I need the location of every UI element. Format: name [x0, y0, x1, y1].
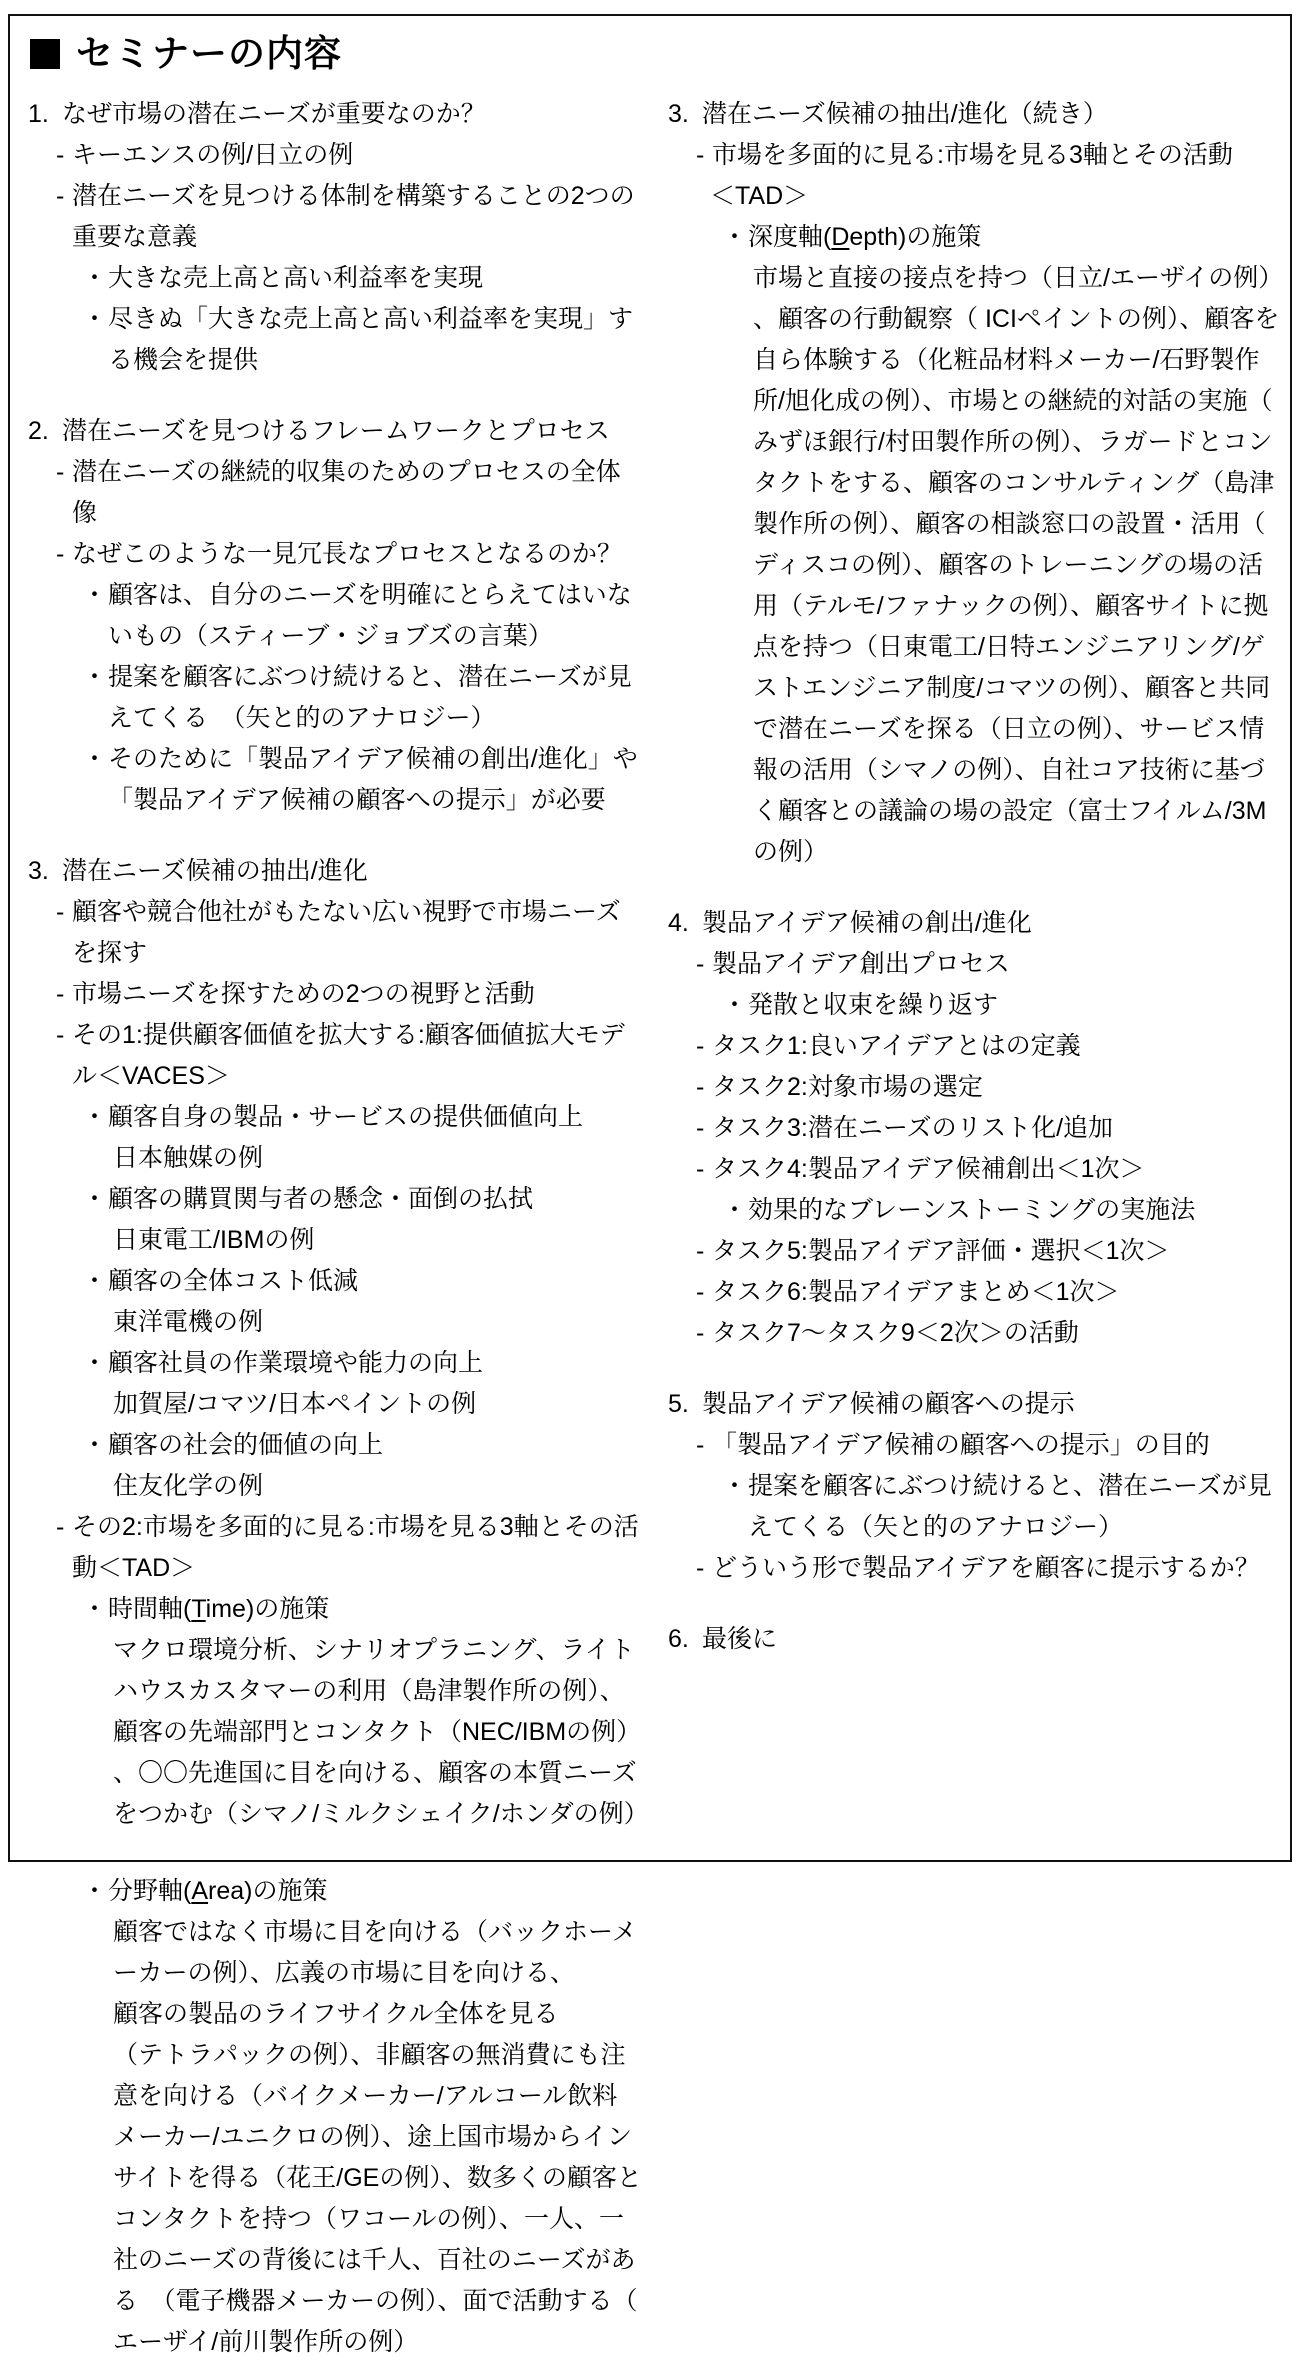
- item-number: 5.: [668, 1390, 689, 1418]
- item-text: タスク6:製品アイデアまとめ＜1次＞: [712, 1278, 1120, 1306]
- bullet-marker: ・: [82, 305, 108, 333]
- outline-item-dash: [28, 452, 642, 534]
- item-text: 市場ニーズを探すための2つの視野と活動: [72, 980, 535, 1008]
- bullet-marker: ・: [722, 991, 748, 1019]
- item-text: タスク4:製品アイデア候補創出＜1次＞: [712, 1155, 1145, 1183]
- outline-item-desc: [28, 1912, 642, 1994]
- item-text: そのために「製品アイデア候補の創出/進化」や「製品アイデア候補の顧客への提示」が必要: [108, 745, 638, 814]
- outline-item-dash: [668, 1272, 1282, 1313]
- outline-item-dash: [668, 135, 1282, 176]
- outline-item-numbered: [668, 94, 1282, 135]
- item-text: 顧客は、自分のニーズを明確にとらえてはいないもの（スティーブ・ジョブズの言葉）: [108, 581, 632, 650]
- item-text: 顧客の全体コスト低減: [108, 1267, 359, 1295]
- outline-item-dash: [668, 1425, 1282, 1466]
- bullet-marker: ・: [722, 1472, 748, 1500]
- bullet-marker: ・: [82, 581, 108, 609]
- dash-marker: -: [696, 1155, 705, 1183]
- item-text: タスク3:潜在ニーズのリスト化/追加: [712, 1114, 1114, 1142]
- dash-marker: -: [56, 141, 65, 169]
- outline-item-desc: [28, 1302, 642, 1343]
- item-text: 提案を顧客にぶつけ続けると、潜在ニーズが見えてくる （矢と的のアナロジー）: [108, 663, 632, 732]
- outline-item-bullet: [668, 1466, 1282, 1548]
- item-text: なぜ市場の潜在ニーズが重要なのか？: [62, 100, 486, 128]
- item-text: 分野軸(Area)の施策: [108, 1877, 328, 1905]
- page-header: [30, 34, 1284, 74]
- item-text: 潜在ニーズを見つけるフレームワークとプロセス: [62, 417, 610, 445]
- outline-item-desc: [668, 258, 1282, 873]
- outline-item-desc: [28, 1138, 642, 1179]
- bullet-marker: ・: [82, 1349, 108, 1377]
- item-text: キーエンスの例/日立の例: [72, 141, 354, 169]
- item-number: 2.: [28, 417, 49, 445]
- dash-marker: -: [696, 141, 705, 169]
- item-text: タスク5:製品アイデア評価・選択＜1次＞: [712, 1237, 1170, 1265]
- dash-marker: -: [696, 1073, 705, 1101]
- dash-marker: -: [696, 1032, 705, 1060]
- bullet-marker: ・: [82, 663, 108, 691]
- item-text: 尽きぬ「大きな売上高と高い利益率を実現」する機会を提供: [108, 305, 634, 374]
- outline-item-bullet: [28, 1179, 642, 1220]
- item-text: どういう形で製品アイデアを顧客に提示するか？: [712, 1554, 1260, 1582]
- item-text: タスク7～タスク9＜2次＞の活動: [712, 1319, 1079, 1347]
- bullet-marker: ・: [82, 1595, 108, 1623]
- outline-item-dash: [668, 1108, 1282, 1149]
- bullet-marker: ・: [82, 1185, 108, 1213]
- item-text: 製品アイデア候補の創出/進化: [702, 909, 1032, 937]
- item-text: 東洋電機の例: [113, 1308, 264, 1336]
- outline-item-bullet: [28, 1589, 642, 1630]
- outline-item-dash: [28, 974, 642, 1015]
- outline-item-bullet: [668, 1190, 1282, 1231]
- dash-marker: -: [696, 1319, 705, 1347]
- outline-item-numbered: [28, 94, 642, 135]
- bullet-marker: ・: [722, 1196, 748, 1224]
- outline-item-bullet: [28, 258, 642, 299]
- outline-item-dash: [28, 176, 642, 258]
- outline-item-dash: [668, 1548, 1282, 1589]
- dash-marker: -: [696, 1431, 705, 1459]
- outline-item-desc: [28, 1220, 642, 1261]
- outline-item-dash: [28, 892, 642, 974]
- item-text: 発散と収束を繰り返す: [748, 991, 999, 1019]
- dash-marker: -: [56, 458, 65, 486]
- item-text: 顧客の購買関与者の懸念・面倒の払拭: [108, 1185, 534, 1213]
- dash-marker: -: [56, 1021, 65, 1049]
- item-number: 6.: [668, 1625, 689, 1653]
- outline-item-bullet: [28, 1425, 642, 1466]
- item-text: 市場を多面的に見る:市場を見る3軸とその活動: [712, 141, 1233, 169]
- outline-item-bullet: [28, 1343, 642, 1384]
- outline-item-desc: [28, 1630, 649, 1835]
- item-text: 「製品アイデア候補の顧客への提示」の目的: [712, 1431, 1210, 1459]
- outline-item-numbered: [28, 851, 642, 892]
- outline-right-column: [668, 94, 1282, 1660]
- outline-item-desc: [28, 1466, 642, 1507]
- item-text: 顧客自身の製品・サービスの提供価値向上: [108, 1103, 584, 1131]
- outline-item-dash: [28, 1507, 642, 1589]
- item-text: なぜこのような一見冗長なプロセスとなるのか？: [72, 540, 623, 568]
- outline-item-bullet: [668, 217, 1282, 258]
- document-page: [8, 14, 1292, 2356]
- dash-marker: -: [696, 1278, 705, 1306]
- dash-marker: -: [56, 182, 65, 210]
- outline-item-dash: [668, 1231, 1282, 1272]
- dash-marker: -: [696, 950, 705, 978]
- item-text: マクロ環境分析、シナリオプラニング、ライトハウスカスタマーの利用（島津製作所の例）、顧客の先端部門とコンタクト（NEC/IBMの例）、〇〇先進国に目を向ける、顧客の本質ニーズをつかむ（シマノ/ミルクシェイク/ホンダの例）: [113, 1636, 649, 1828]
- item-text: その1:提供顧客価値を拡大する:顧客価値拡大モデル＜VACES＞: [72, 1021, 625, 1090]
- outline-item-bullet: [28, 1261, 642, 1302]
- dash-marker: -: [696, 1237, 705, 1265]
- item-number: 4.: [668, 909, 689, 937]
- outline-item-dash: [28, 534, 642, 575]
- item-text: 加賀屋/コマツ/日本ペイントの例: [113, 1390, 477, 1418]
- outline-item-dash: [28, 135, 642, 176]
- dash-marker: -: [56, 540, 65, 568]
- dash-marker: -: [56, 980, 65, 1008]
- outline-item-numbered: [28, 411, 642, 452]
- outline-item-bullet: [28, 739, 642, 821]
- dash-marker: -: [696, 1554, 705, 1582]
- dash-marker: -: [56, 898, 65, 926]
- item-text: 製品アイデア創出プロセス: [712, 950, 1010, 978]
- item-text: 効果的なブレーンストーミングの実施法: [748, 1196, 1196, 1224]
- outline-item-desc: [28, 2035, 642, 2363]
- item-text: 日東電工/IBMの例: [113, 1226, 315, 1254]
- outline-item-bullet: [28, 575, 642, 657]
- bullet-marker: ・: [722, 223, 748, 251]
- item-text: その2:市場を多面的に見る:市場を見る3軸とその活動＜TAD＞: [72, 1513, 639, 1582]
- outline-item-dash: [28, 1015, 642, 1097]
- title-square-icon: [30, 39, 60, 69]
- item-text: 日本触媒の例: [113, 1144, 264, 1172]
- item-text: 大きな売上高と高い利益率を実現: [108, 264, 484, 292]
- item-text: 最後に: [702, 1625, 778, 1653]
- item-text: 潜在ニーズを見つける体制を構築することの2つの重要な意義: [72, 182, 635, 251]
- item-text: 時間軸(Time)の施策: [108, 1595, 330, 1623]
- outline-item-numbered: [668, 1619, 1282, 1660]
- item-text: タスク2:対象市場の選定: [712, 1073, 983, 1101]
- bullet-marker: ・: [82, 264, 108, 292]
- item-text: 深度軸(Depth)の施策: [748, 223, 982, 251]
- outline-item-tad: [668, 176, 1282, 217]
- outline-item-numbered: [668, 903, 1282, 944]
- item-text: 潜在ニーズ候補の抽出/進化: [62, 857, 368, 885]
- item-text: 市場と直接の接点を持つ（日立/エーザイの例）、顧客の行動観察（ ICIペイントの例）、顧客を自ら体験する（化粧品材料メーカー/石野製作所/旭化成の例）、市場との継続的対話の実施（みずほ銀行/村田製作所の例）、ラガードとコンタクトをする、顧客のコンサルティング（島津製作所の例）、顧客の相談窓口の設置・活用（ディスコの例）、顧客のトレーニングの場の活用（テルモ/ファナックの例）、顧客サイトに拠点を持つ（日東電工/日特エンジニアリング/ゲストエンジニア制度/コマツの例）、顧客と共同で潜在ニーズを探る（日立の例）、サービス情報の活用（シマノの例）、自社コア技術に基づく顧客との議論の場の設定（富士フイルム/3Mの例）: [753, 264, 1280, 866]
- dash-marker: -: [696, 1114, 705, 1142]
- item-number: 1.: [28, 100, 49, 128]
- outline-item-bullet: [28, 1097, 642, 1138]
- item-text: ＜TAD＞: [710, 182, 809, 210]
- item-text: 製品アイデア候補の顧客への提示: [702, 1390, 1075, 1418]
- outline-item-dash: [668, 1067, 1282, 1108]
- outline-item-bullet: [28, 657, 642, 739]
- outline-item-dash: [668, 1149, 1282, 1190]
- item-text: 顧客や競合他社がもたない広い視野で市場ニーズを探す: [72, 898, 621, 967]
- outline-item-bullet: [668, 985, 1282, 1026]
- bullet-marker: ・: [82, 745, 108, 773]
- outline-item-dash: [668, 1026, 1282, 1067]
- item-text: 潜在ニーズ候補の抽出/進化（続き）: [702, 100, 1108, 128]
- item-text: 顧客ではなく市場に目を向ける（バックホーメーカーの例）、広義の市場に目を向ける、: [113, 1918, 637, 1987]
- item-text: 提案を顧客にぶつけ続けると、潜在ニーズが見えてくる（矢と的のアナロジー）: [748, 1472, 1272, 1541]
- outline-left-column: [28, 94, 649, 2363]
- item-text: （テトラパックの例）、非顧客の無消費にも注意を向ける（バイクメーカー/アルコール飲料メーカー/ユニクロの例）、途上国市場からインサイトを得る（花王/GEの例）、数多くの顧客とコンタクトを持つ（ワコールの例）、一人、一社のニーズの背後には千人、百社のニーズがある （電子機器メーカーの例）、面で活動する（エーザイ/前川製作所の例）: [113, 2041, 642, 2356]
- bullet-marker: ・: [82, 1103, 108, 1131]
- outline-item-dash: [668, 1313, 1282, 1354]
- item-text: タスク1:良いアイデアとはの定義: [712, 1032, 1081, 1060]
- item-text: 顧客の製品のライフサイクル全体を見る: [113, 2000, 559, 2028]
- item-text: 住友化学の例: [113, 1472, 264, 1500]
- item-text: 潜在ニーズの継続的収集のためのプロセスの全体像: [72, 458, 621, 527]
- outline-item-numbered: [668, 1384, 1282, 1425]
- bullet-marker: ・: [82, 1877, 108, 1905]
- item-text: 顧客の社会的価値の向上: [108, 1431, 384, 1459]
- outline-item-bullet: [28, 1871, 642, 1912]
- bullet-marker: ・: [82, 1431, 108, 1459]
- outline-item-bullet: [28, 299, 642, 381]
- outline-item-desc: [28, 1994, 642, 2035]
- outline-columns: [28, 94, 1284, 2363]
- dash-marker: -: [56, 1513, 65, 1541]
- item-number: 3.: [668, 100, 689, 128]
- item-text: 顧客社員の作業環境や能力の向上: [108, 1349, 484, 1377]
- item-number: 3.: [28, 857, 49, 885]
- page-title: セミナーの内容: [76, 33, 342, 74]
- outline-item-dash: [668, 944, 1282, 985]
- outline-item-desc: [28, 1384, 642, 1425]
- bullet-marker: ・: [82, 1267, 108, 1295]
